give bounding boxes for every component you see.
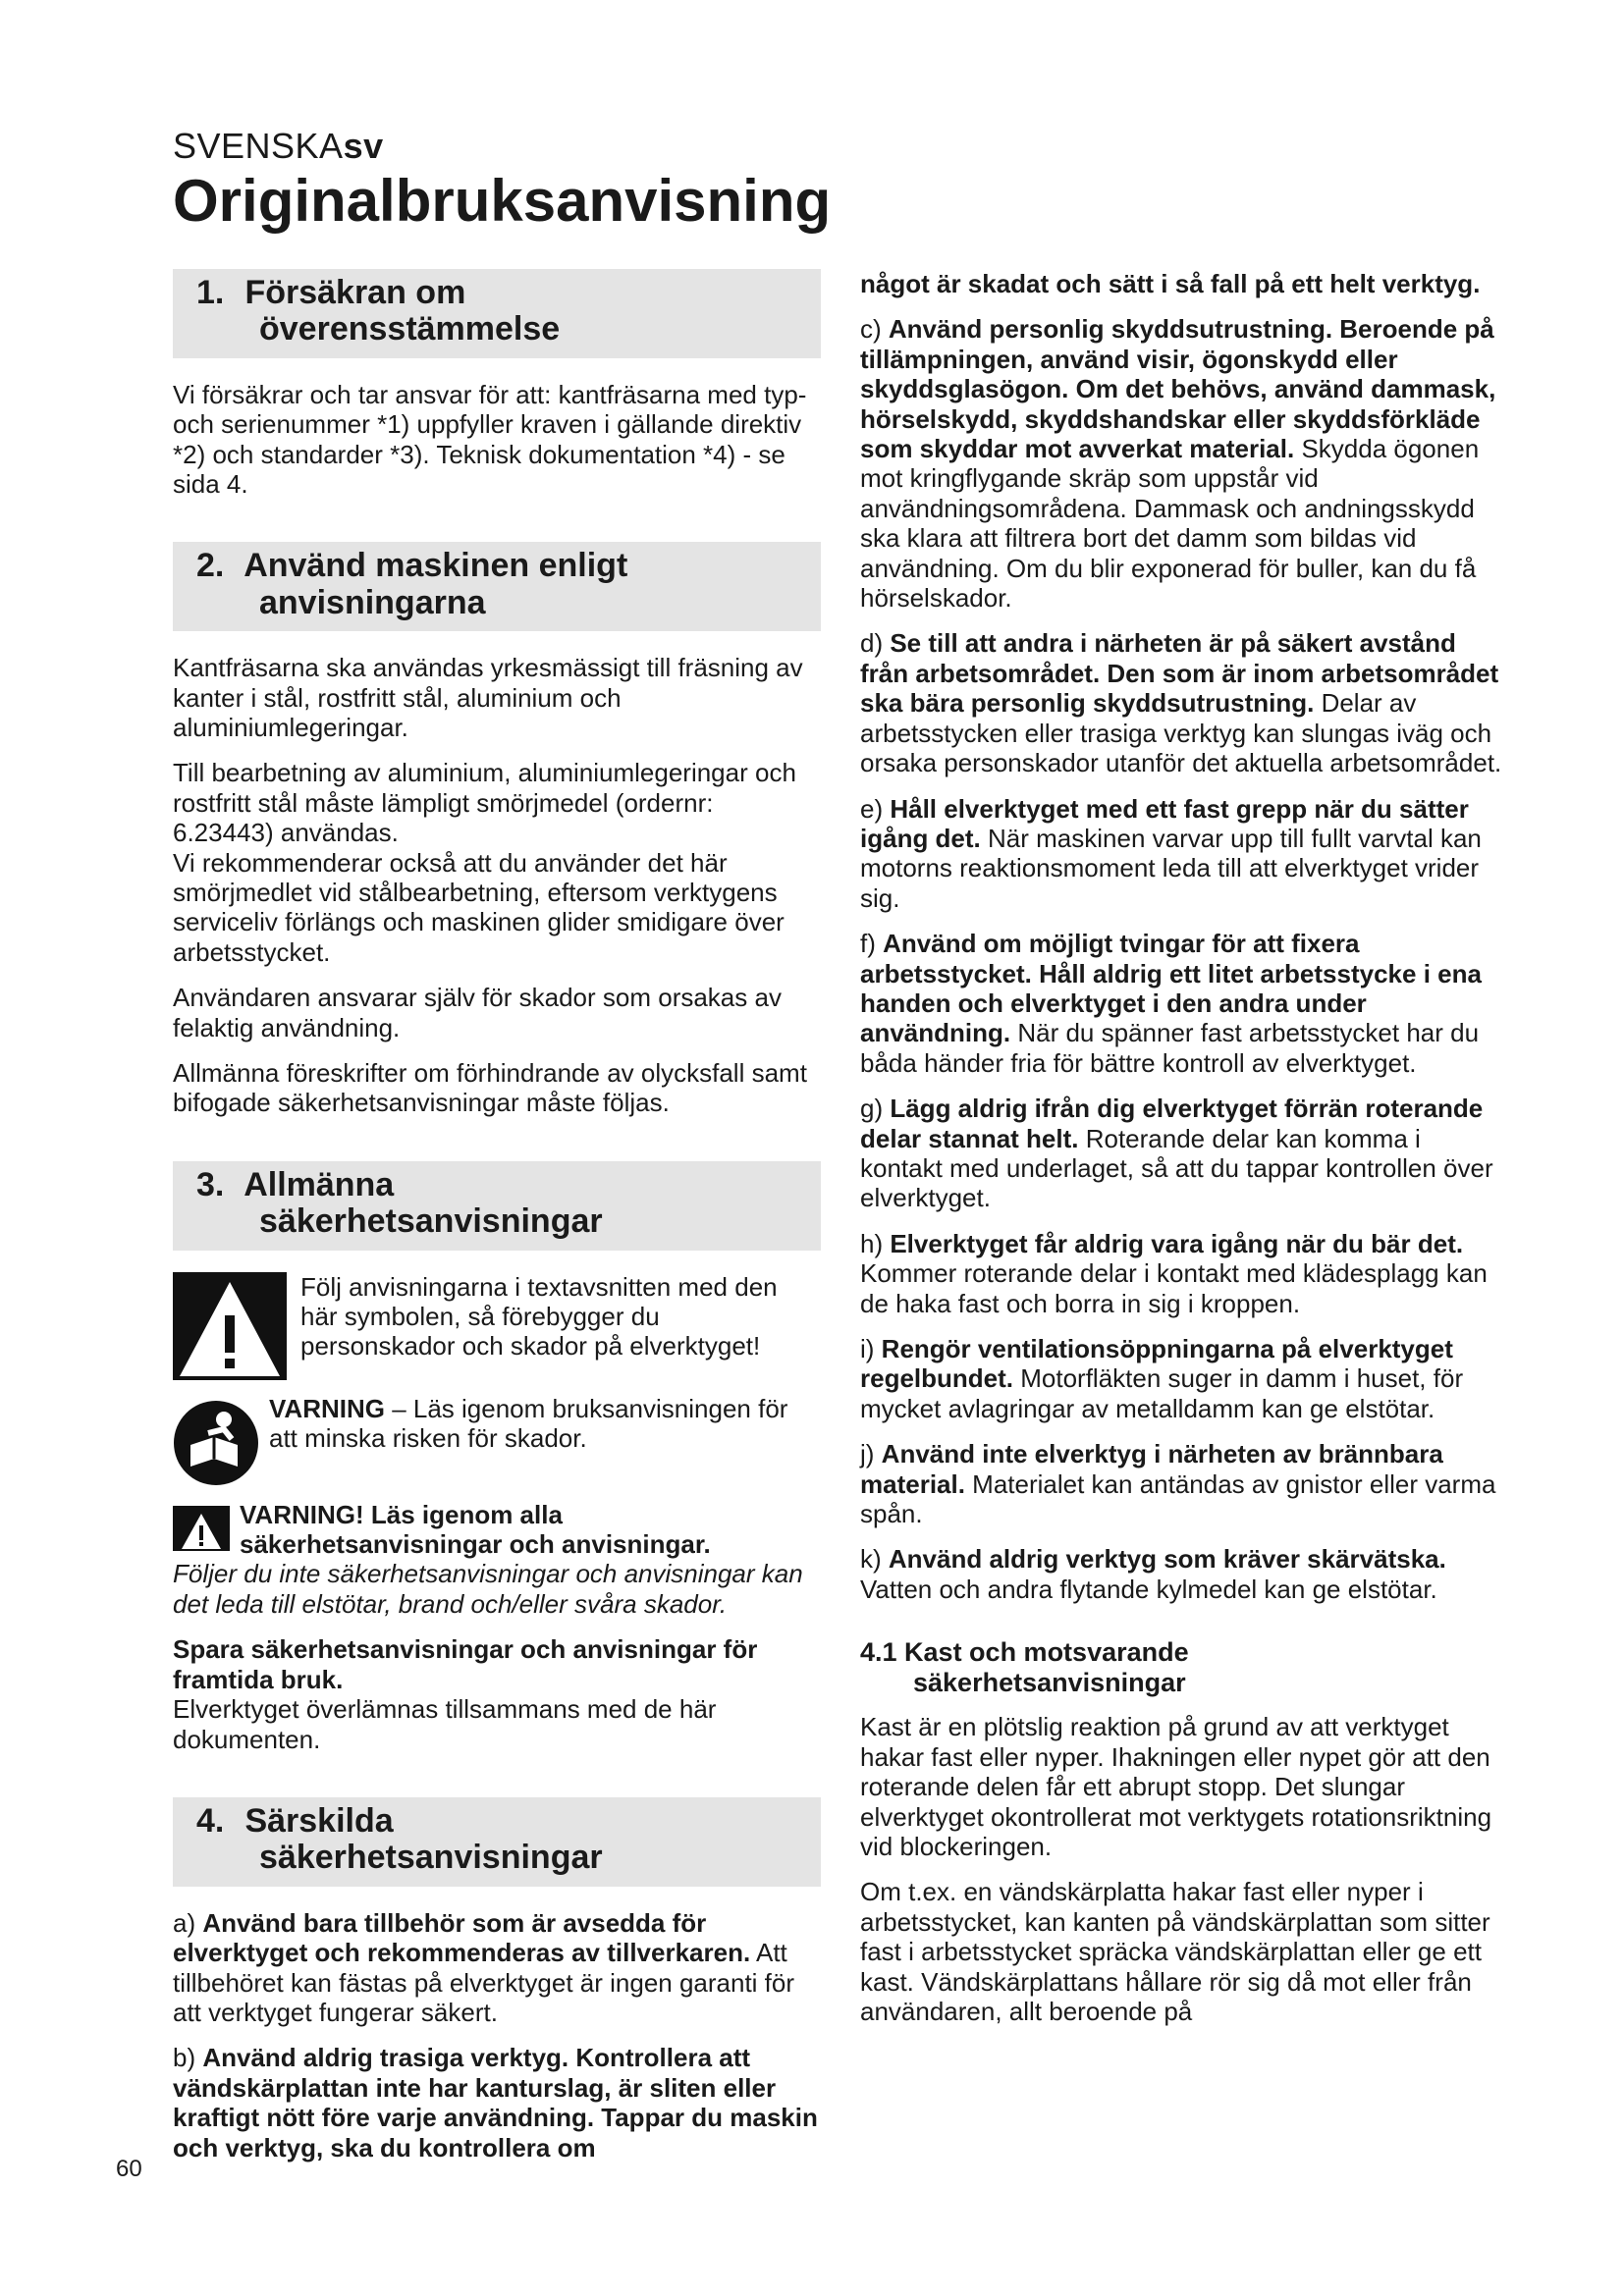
rule-b-continued: något är skadat och sätt i så fall på ett helt verktyg.	[860, 269, 1481, 298]
section-1-heading	[173, 269, 821, 358]
rule-a: a) Använd bara tillbehör som är avsedda för elverktyget och rekommenderas av tillverkaren. Att tillbehöret kan fästas på elverktyget är ingen garanti för att verktyget fungerar säkert.	[173, 1907, 795, 2027]
section-3-title-line2: säkerhetsanvisningar	[259, 1202, 603, 1241]
section-4-title-line2: säkerhetsanvisningar	[259, 1839, 603, 1877]
rule-f: f) Använd om möjligt tvingar för att fixera arbetsstycket. Håll aldrig ett litet arbetsstycke i ena handen och elverktyget i den andra under användning. När du spänner fast arbetsstycket har du båda händer fria för bättre kontroll av elverktyget.	[860, 929, 1482, 1078]
rule-k: k) Använd aldrig verktyg som kräver skärvätska. Vatten och andra flytande kylmedel kan ge elstötar.	[860, 1544, 1446, 1604]
section-1-title-line2: överensstämmelse	[259, 310, 561, 348]
section-4-1-heading	[860, 1637, 1508, 1698]
small-warning-triangle-icon	[173, 1506, 230, 1551]
section-3-heading	[173, 1161, 821, 1251]
general-warning-block	[173, 1500, 821, 1560]
section-4-1-paragraph-1: Kast är en plötslig reaktion på grund av att verktyget hakar fast eller nyper. Ihakningen eller nypet gör att den roterande delen får ett abrupt stopp. Det slungar elverktyget okontrollerat mot verktygets rotationsriktning vid blockeringen.	[860, 1712, 1492, 1861]
section-2-paragraph-1: Kantfräsarna ska användas yrkesmässigt till fräsning av kanter i stål, rostfritt stål, aluminium och aluminiumlegeringar.	[173, 653, 803, 742]
rule-i: i) Rengör ventilationsöppningarna på elverktyget regelbundet. Motorfläkten suger in damm i huset, för mycket avlagringar av metalldamm kan ge elstötar.	[860, 1334, 1464, 1423]
page-number: 60	[116, 2156, 142, 2182]
read-manual-text: – Läs igenom bruksanvisningen för att minska risken för skador.	[269, 1393, 788, 1454]
rule-b: b) Använd aldrig trasiga verktyg. Kontrollera att vändskärplattan inte har kanturslag, är sliten eller kraftigt nött före varje användning. Tappar du maskin och verktyg, ska du kontrollera om	[173, 2043, 818, 2163]
section-3-number: 3.	[196, 1165, 225, 1203]
section-3-title-line1: Allmänna	[244, 1165, 395, 1203]
section-2-heading	[173, 542, 821, 631]
read-manual-label: VARNING	[269, 1393, 385, 1423]
language-code: sv	[343, 126, 384, 166]
section-2-number: 2.	[196, 547, 225, 585]
right-column	[860, 269, 1508, 2042]
read-manual-block	[173, 1394, 821, 1486]
rule-g: g) Lägg aldrig ifrån dig elverktyget förrän roterande delar stannat helt. Roterande delar kan komma i kontakt med underlaget, så att du tappar kontrollen över elverktyget.	[860, 1094, 1493, 1213]
document-title: Originalbruksanvisning	[173, 168, 832, 234]
language-name: SVENSKA	[173, 126, 344, 166]
save-instructions-bold: Spara säkerhetsanvisningar och anvisningar för framtida bruk.	[173, 1634, 758, 1694]
section-1-paragraph: Vi försäkrar och tar ansvar för att: kantfräsarna med typ- och serienummer *1) uppfyller kraven i gällande direktiv *2) och standarder *3). Teknisk dokumentation *4) - se sida 4.	[173, 379, 807, 499]
rule-h: h) Elverktyget får aldrig vara igång när du bär det. Kommer roterande delar i kontakt med klädesplagg kan de haka fast och borra in sig i kroppen.	[860, 1228, 1488, 1318]
section-4-1-title-line1: 4.1 Kast och motsvarande	[860, 1637, 1189, 1668]
section-4-heading	[173, 1797, 821, 1887]
general-warning-italic: Följer du inte säkerhetsanvisningar och anvisningar kan det leda till elstötar, brand och/eller svåra skador.	[173, 1559, 803, 1619]
section-2-title-line1: Använd maskinen enligt	[244, 547, 628, 585]
section-4-title-line1: Särskilda	[244, 1801, 394, 1840]
section-2-title-line2: anvisningarna	[259, 583, 486, 621]
rule-d: d) Se till att andra i närheten är på säkert avstånd från arbetsområdet. Den som är inom arbetsområdet ska bära personlig skyddsutrustning. Delar av arbetsstycken eller trasiga verktyg kan slungas iväg och orsaka personskador utanför det aktuella arbetsområdet.	[860, 628, 1502, 778]
warning-symbol-block	[173, 1272, 821, 1380]
left-column	[173, 269, 821, 2178]
section-4-number: 4.	[196, 1801, 225, 1840]
warning-symbol-text: Följ anvisningarna i textavsnitten med den här symbolen, så förebygger du personskador och skador på elverktyget!	[300, 1271, 778, 1362]
section-1-title-line1: Försäkran om	[244, 274, 466, 311]
save-instructions-text: Elverktyget överlämnas tillsammans med de här dokumenten.	[173, 1694, 717, 1754]
language-header	[173, 126, 384, 167]
section-1-number: 1.	[196, 274, 225, 311]
section-2-paragraph-3: Användaren ansvarar själv för skador som orsakas av felaktig användning.	[173, 983, 782, 1042]
section-2-paragraph-2b: Vi rekommenderar också att du använder det här smörjmedlet vid stålbearbetning, eftersom verktygens serviceliv förlängs och maskinen glider smidigare över arbetsstycket.	[173, 847, 785, 967]
section-4-1-paragraph-2: Om t.ex. en vändskärplatta hakar fast eller nyper i arbetsstycket, kan kanten på vändskärplattan som sitter fast i arbetsstycket spräcka vändskärplattan eller ge ett kast. Vändskärplattans hållare rör sig då mot eller från användaren, allt beroende på	[860, 1877, 1490, 2026]
rule-c: c) Använd personlig skyddsutrustning. Beroende på tillämpningen, använd visir, ögonskydd eller skyddsglasögon. Om det behövs, använd dammask, hörselskydd, skyddshandskar eller skyddsförkläde som skyddar mot avverkat material. Skydda ögonen mot kringflygande skräp som uppstår vid användningsområdena. Dammask och andningsskydd ska klara att filtrera bort det damm som bildas vid användning. Om du blir exponerad för buller, kan du få hörselskador.	[860, 314, 1496, 614]
section-2-paragraph-4: Allmänna föreskrifter om förhindrande av olycksfall samt bifogade säkerhetsanvisningar måste följas.	[173, 1058, 807, 1118]
section-4-1-title-line2: säkerhetsanvisningar	[913, 1668, 1186, 1698]
section-2-paragraph-2: Till bearbetning av aluminium, aluminiumlegeringar och rostfritt stål måste lämpligt smörjmedel (ordernr: 6.23443) användas.	[173, 758, 796, 848]
rule-j: j) Använd inte elverktyg i närheten av brännbara material. Materialet kan antändas av gnistor eller varma spån.	[860, 1439, 1496, 1529]
rule-e: e) Håll elverktyget med ett fast grepp när du sätter igång det. När maskinen varvar upp till fullt varvtal kan motorns reaktionsmoment leda till att elverktyget vrider sig.	[860, 793, 1482, 913]
read-manual-icon	[173, 1400, 259, 1486]
warning-triangle-icon	[173, 1272, 287, 1380]
general-warning-title: VARNING! Läs igenom alla säkerhetsanvisningar och anvisningar.	[240, 1499, 711, 1560]
